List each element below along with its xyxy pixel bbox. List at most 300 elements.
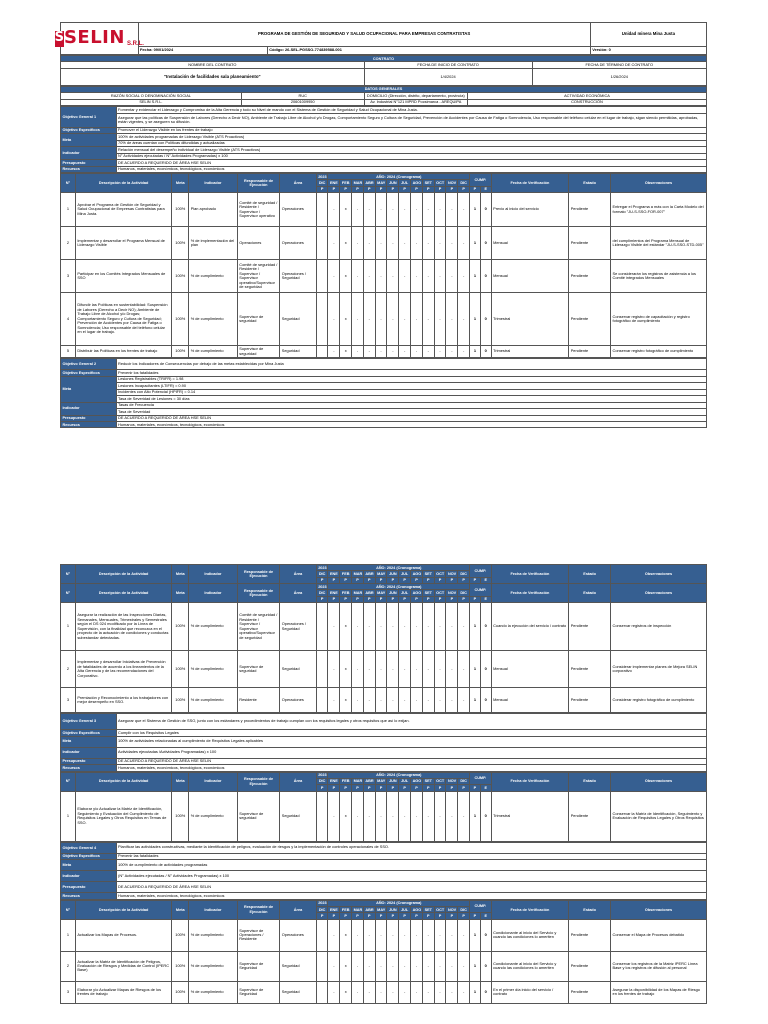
row-estado: Pendiente <box>569 919 611 951</box>
month-p-5: P <box>375 577 387 583</box>
row-cump-p: 1 <box>470 293 481 346</box>
schedule-cell: - <box>387 603 399 651</box>
activity-row <box>61 603 707 651</box>
schedule-cell: - <box>446 688 458 713</box>
schedule-cell: - <box>399 193 411 227</box>
row-responsable: Supervisor de seguridad <box>237 293 280 346</box>
month-10: OCT <box>436 571 445 576</box>
month-0: DIC <box>316 590 328 596</box>
schedule-cell: - <box>328 981 340 1003</box>
row-obs: del cumplimientos del Programa Mensual de Liderazgo Visible del estándar "JU-S-SSO-STD-005" <box>611 227 707 260</box>
obj1-general: Fomentar y evidenciar el Liderazgo y Compromiso de la Alta Gerencia y todo su Nivel de mando con el Sistema de Gestión de Seguridad y Salud Ocupacional de Mina Justa. <box>116 107 706 113</box>
obj4-especificos: Prevenir las fatalidades <box>116 853 706 859</box>
month-p-12: P <box>458 186 470 192</box>
col-responsable: Responsable de Ejecución <box>237 584 280 603</box>
row-cump-e: 0 <box>480 981 491 1003</box>
row-desc: Asegurar la realización de las Inspecciones Diarias, Semanales, Mensuales, Trimestrales y Semestrales según el DS 024 modificado por la Línea de Supervisión, con la finalidad que reconozca en el proyecto de la actuación de condiciones y conductas subestandar detectadas. <box>75 603 172 651</box>
col-cump: CUMP. <box>470 772 492 785</box>
row-desc: Implementar y desarrollar el Programa Mensual de Liderazgo Visible <box>75 227 172 260</box>
month-p-11: P <box>446 596 458 602</box>
schedule-cell: - <box>422 227 434 260</box>
obj4-presupuesto-label: Presupuesto <box>61 882 117 893</box>
col-year: AÑO: 2024 (Cronograma) <box>328 772 470 778</box>
row-meta: 100% <box>172 981 189 1003</box>
month-p-2: P <box>340 913 352 919</box>
month-p-12: P <box>458 913 470 919</box>
obj4-recursos-label: Recursos <box>61 893 117 899</box>
actividad-label: ACTIVIDAD ECONÓMICA <box>467 93 706 99</box>
schedule-cell: - <box>446 227 458 260</box>
row-meta: 100% <box>172 688 189 713</box>
month-4: ABR <box>365 590 374 595</box>
month-3: MAR <box>353 180 363 185</box>
month-p-4: P <box>363 186 375 192</box>
month-p-6: P <box>387 785 399 791</box>
schedule-cell: - <box>399 791 411 841</box>
row-estado: Pendiente <box>569 688 611 713</box>
schedule-cell: - <box>352 260 364 293</box>
col-cump: CUMP. <box>470 174 492 187</box>
row-desc: Actualizar los Mapas de Procesos. <box>75 919 172 951</box>
row-area: Operaciones / Seguridad <box>280 603 316 651</box>
schedule-cell: - <box>411 193 423 227</box>
obj2-especificos: Prevenir los fatalidades <box>116 370 706 376</box>
month-p-9: P <box>422 186 434 192</box>
month-p-11: P <box>446 913 458 919</box>
row-fecha: Previo al inicio del servicio <box>491 193 569 227</box>
schedule-cell: - <box>434 951 446 981</box>
row-estado: Pendiente <box>569 193 611 227</box>
row-desc: Elaborar y/o Actualizar la Matriz de Identificación, Seguimiento y Evaluación del Cumplimiento de Requisitos Legales y Otros Requisitos en Temas de SSO. <box>75 791 172 841</box>
schedule-cell: x <box>340 346 352 358</box>
activity-row <box>61 688 707 713</box>
month-1: ENE <box>329 779 338 784</box>
cump-e: E <box>480 577 491 583</box>
obj3-especificos-label: Objetivo Específicos <box>61 730 117 736</box>
month-p-9: P <box>422 596 434 602</box>
obj2-meta-2: Lesiones Incapacitantes (LTIFR) = 0.90 <box>116 383 706 389</box>
schedule-cell: - <box>387 293 399 346</box>
row-estado: Pendiente <box>569 791 611 841</box>
obj1-meta-1: 100% de actividades programadas de Liderazgo Visible (ATS Proactivos) <box>116 134 706 140</box>
schedule-cell: - <box>458 688 470 713</box>
row-fecha: Mensual <box>491 227 569 260</box>
month-p-0: P <box>316 577 328 583</box>
col-responsable: Responsable de Ejecución <box>237 565 280 584</box>
row-meta: 100% <box>172 227 189 260</box>
row-area: Seguridad <box>280 346 316 358</box>
month-p-8: P <box>411 186 423 192</box>
schedule-cell: - <box>375 227 387 260</box>
month-6: JUN <box>387 907 399 913</box>
schedule-cell: - <box>411 951 423 981</box>
col-estado: Estado <box>569 565 611 584</box>
month-2: FEB <box>340 907 352 913</box>
col-indicador: Indicador <box>189 900 238 919</box>
month-4: ABR <box>365 571 374 576</box>
schedule-cell: - <box>446 651 458 688</box>
obj1-indicador-2: N° Actividades ejecutadas / N° Actividades Programadas) x 100 <box>116 153 706 159</box>
schedule-cell: - <box>352 193 364 227</box>
contract-name: "Instalación de facilidades sala planeamiento" <box>61 68 365 85</box>
schedule-cell: - <box>458 651 470 688</box>
activity-row <box>61 227 707 260</box>
month-p-0: P <box>316 785 328 791</box>
cump-p: P <box>470 596 481 602</box>
schedule-cell: - <box>446 919 458 951</box>
schedule-cell: x <box>340 791 352 841</box>
activity-row <box>61 293 707 346</box>
month-p-11: P <box>446 186 458 192</box>
schedule-cell: - <box>328 227 340 260</box>
month-8: AGO <box>412 571 422 576</box>
schedule-cell: - <box>328 651 340 688</box>
month-7: JUL <box>399 778 411 784</box>
obj3-meta: 100% de actividades relacionadas al cumplimiento de Requisitos Legales aplicables <box>116 736 706 747</box>
row-fecha: Mensual <box>491 260 569 293</box>
schedule-cell <box>316 651 328 688</box>
schedule-cell: - <box>328 688 340 713</box>
month-p-12: P <box>458 577 470 583</box>
col-area: Área <box>280 565 316 584</box>
schedule-cell: - <box>411 688 423 713</box>
page-1 <box>54 22 707 428</box>
schedule-cell: - <box>387 193 399 227</box>
col-area: Área <box>280 174 316 193</box>
month-p-8: P <box>411 913 423 919</box>
cump-p: P <box>470 186 481 192</box>
schedule-cell: - <box>328 346 340 358</box>
row-number: 2 <box>61 651 76 688</box>
row-responsable: Supervisor de Seguridad <box>237 981 280 1003</box>
row-indicador: % de cumplimiento <box>189 651 238 688</box>
row-responsable: Residente <box>237 688 280 713</box>
schedule-cell: - <box>422 919 434 951</box>
row-number: 1 <box>61 193 76 227</box>
contract-table <box>60 55 707 86</box>
row-area: Operaciones <box>280 688 316 713</box>
row-cump-p: 1 <box>470 791 481 841</box>
row-indicador: % de cumplimiento <box>189 260 238 293</box>
month-p-2: P <box>340 577 352 583</box>
row-estado: Pendiente <box>569 981 611 1003</box>
schedule-cell: - <box>352 951 364 981</box>
schedule-cell: - <box>411 919 423 951</box>
month-11: NOV <box>447 590 457 595</box>
month-3: MAR <box>353 907 363 912</box>
row-meta: 100% <box>172 651 189 688</box>
schedule-cell <box>316 293 328 346</box>
month-p-3: P <box>352 186 364 192</box>
schedule-cell: - <box>352 651 364 688</box>
month-2: FEB <box>340 180 352 186</box>
obj2-presupuesto: DE ACUERDO A REQUERIDO DE ÁREA HSE SELIN <box>116 415 706 421</box>
domicilio-value: Av. Industrial N°121 MPRD Pocsimarca - AREQUIPA <box>364 99 467 105</box>
schedule-cell: - <box>434 791 446 841</box>
month-8: AGO <box>412 907 422 912</box>
schedule-cell: - <box>375 791 387 841</box>
selin-logo <box>54 24 144 54</box>
schedule-cell: - <box>411 260 423 293</box>
month-5: MAY <box>377 907 386 912</box>
row-responsable: Comité de seguridad / Residente / Supervisor / Supervisor operativo/Supervisor de seguridad <box>237 260 280 293</box>
row-fecha: Trimestral <box>491 346 569 358</box>
row-cump-p: 1 <box>470 919 481 951</box>
month-p-5: P <box>375 913 387 919</box>
month-3: MAR <box>353 590 363 595</box>
doc-version: Versión: 0 <box>590 47 706 55</box>
month-1: ENE <box>329 571 338 576</box>
schedule-cell <box>316 981 328 1003</box>
activities-table-3 <box>60 772 707 842</box>
row-indicador: % de cumplimiento <box>189 688 238 713</box>
month-p-3: P <box>352 913 364 919</box>
col-indicador: Indicador <box>189 174 238 193</box>
month-p-4: P <box>363 577 375 583</box>
activity-row <box>61 651 707 688</box>
obj1-general-2: Asegurar que las políticas de Suspensión de Labores (Derecho a Decir NO), Ambiente de Trabajo Libre de Alcohol y/o Drogas, Comportamiento Seguro y Cultura de Seguridad, Prevención de Accidentes por Causa de Fatiga o Somnolencia, Uso responsable del teléfono celular en el lugar de trabajo, sigan siendo permitidas, aprobadas, están vigentes, y se aseguren su difusión. <box>116 113 706 127</box>
col-year-prev: 2023 <box>318 901 327 906</box>
schedule-cell: - <box>422 688 434 713</box>
schedule-cell: x <box>340 688 352 713</box>
row-meta: 100% <box>172 346 189 358</box>
row-responsable: Operaciones <box>237 227 280 260</box>
row-area: Operaciones <box>280 193 316 227</box>
row-area: Operaciones <box>280 919 316 951</box>
row-number: 1 <box>61 603 76 651</box>
month-p-7: P <box>399 186 411 192</box>
row-area: Seguridad <box>280 791 316 841</box>
objective-3-table <box>60 713 707 771</box>
col-meta: Meta <box>172 584 189 603</box>
month-p-12: P <box>458 785 470 791</box>
month-p-8: P <box>411 577 423 583</box>
schedule-cell: - <box>434 193 446 227</box>
month-p-8: P <box>411 785 423 791</box>
month-9: SET <box>422 571 434 577</box>
schedule-cell: - <box>446 260 458 293</box>
month-p-0: P <box>316 186 328 192</box>
schedule-cell: - <box>363 919 375 951</box>
month-p-7: P <box>399 913 411 919</box>
activities-table-4 <box>60 900 707 1004</box>
month-p-2: P <box>340 596 352 602</box>
schedule-cell: x <box>340 651 352 688</box>
col-obs: Observaciones <box>611 900 707 919</box>
schedule-cell: - <box>422 981 434 1003</box>
col-year-prev: 2023 <box>318 773 327 778</box>
row-estado: Pendiente <box>569 651 611 688</box>
schedule-cell: - <box>399 293 411 346</box>
obj2-recursos-label: Recursos <box>61 422 117 428</box>
row-desc: Difundir las Políticas en sustentabilidad: Suspensión de Labores (Derecho a Decir NO); Ambiente de Trabajo Libre de Alcohol y/o Drogas; Comportamiento Seguro y Cultura de Seguridad; Prevención de Accidentes por Causa de Fatiga o Somnolencia; Uso responsable del teléfono celular en el lugar de trabajo. <box>75 293 172 346</box>
schedule-cell: - <box>446 603 458 651</box>
schedule-cell <box>316 603 328 651</box>
row-responsable: Supervisor de seguridad <box>237 346 280 358</box>
month-6: JUN <box>387 590 399 596</box>
month-11: NOV <box>447 779 457 784</box>
schedule-cell: - <box>328 293 340 346</box>
cump-e: E <box>480 596 491 602</box>
month-p-6: P <box>387 577 399 583</box>
month-9: SET <box>422 590 434 596</box>
schedule-cell: - <box>375 193 387 227</box>
schedule-cell: - <box>399 688 411 713</box>
month-11: NOV <box>447 907 457 912</box>
schedule-cell <box>316 346 328 358</box>
month-p-9: P <box>422 913 434 919</box>
month-p-6: P <box>387 913 399 919</box>
month-p-1: P <box>328 785 340 791</box>
month-p-12: P <box>458 596 470 602</box>
schedule-cell: - <box>363 193 375 227</box>
row-number: 1 <box>61 919 76 951</box>
cump-e: E <box>480 913 491 919</box>
row-cump-p: 1 <box>470 651 481 688</box>
schedule-cell: - <box>363 688 375 713</box>
obj4-meta-label: Meta <box>61 860 117 871</box>
row-estado: Pendiente <box>569 603 611 651</box>
schedule-cell: x <box>340 981 352 1003</box>
col-responsable: Responsable de Ejecución <box>237 772 280 791</box>
schedule-cell: - <box>446 981 458 1003</box>
logo-suffix: S.R.L. <box>126 40 144 47</box>
schedule-cell: - <box>458 603 470 651</box>
schedule-cell <box>316 227 328 260</box>
col-year: AÑO: 2024 (Cronograma) <box>328 584 470 590</box>
ruc-label: RUC <box>241 93 364 99</box>
schedule-cell: - <box>352 227 364 260</box>
month-11: NOV <box>447 571 457 576</box>
col-n: N° <box>61 565 76 584</box>
schedule-cell: - <box>375 346 387 358</box>
schedule-cell: - <box>352 981 364 1003</box>
row-obs: Conservar el Mapa de Procesos debatido <box>611 919 707 951</box>
month-4: ABR <box>365 180 374 185</box>
schedule-cell: - <box>352 346 364 358</box>
schedule-cell: - <box>411 227 423 260</box>
col-desc: Descripción de la Actividad <box>75 900 172 919</box>
row-estado: Pendiente <box>569 346 611 358</box>
schedule-cell: - <box>399 260 411 293</box>
col-estado: Estado <box>569 174 611 193</box>
month-0: DIC <box>316 778 328 784</box>
col-fecha: Fecha de Verificación <box>491 174 569 193</box>
col-obs: Observaciones <box>611 584 707 603</box>
month-10: OCT <box>436 779 445 784</box>
schedule-cell <box>316 260 328 293</box>
col-obs: Observaciones <box>611 565 707 584</box>
schedule-cell: - <box>352 688 364 713</box>
row-desc: Distribuir las Políticas en los frentes de trabajo <box>75 346 172 358</box>
row-obs: Asegurar la disponibilidad de los Mapas de Riesgo en los frentes de trabajo <box>611 981 707 1003</box>
month-p-1: P <box>328 186 340 192</box>
month-8: AGO <box>412 590 422 595</box>
month-11: NOV <box>447 180 457 185</box>
month-p-1: P <box>328 577 340 583</box>
row-number: 4 <box>61 293 76 346</box>
month-p-5: P <box>375 785 387 791</box>
schedule-cell: - <box>434 688 446 713</box>
month-p-4: P <box>363 785 375 791</box>
month-10: OCT <box>436 907 445 912</box>
row-cump-e: 0 <box>480 193 491 227</box>
row-obs: Considerar implementar planes de Mejora SELIN corporativo <box>611 651 707 688</box>
month-p-9: P <box>422 785 434 791</box>
row-desc: Elaborar y/o Actualizar Mapas de Riesgos de los frentes de trabajo <box>75 981 172 1003</box>
schedule-cell: - <box>387 919 399 951</box>
month-p-10: P <box>434 785 446 791</box>
col-meta: Meta <box>172 565 189 584</box>
schedule-cell: - <box>387 981 399 1003</box>
col-indicador: Indicador <box>189 565 238 584</box>
month-5: MAY <box>377 180 386 185</box>
obj1-recursos: Humanos, materiales, económicos, tecnológicos, económicos <box>116 166 706 172</box>
general-data-table <box>60 86 707 106</box>
contract-end-label: FECHA DE TÉRMINO DE CONTRATO <box>532 62 706 68</box>
schedule-cell: - <box>422 951 434 981</box>
month-1: ENE <box>329 180 338 185</box>
schedule-cell: - <box>446 193 458 227</box>
row-meta: 100% <box>172 260 189 293</box>
schedule-cell: - <box>387 688 399 713</box>
col-area: Área <box>280 900 316 919</box>
month-12: DIC <box>458 180 470 186</box>
col-estado: Estado <box>569 900 611 919</box>
contract-name-label: NOMBRE DEL CONTRATO <box>61 62 365 68</box>
row-meta: 100% <box>172 951 189 981</box>
month-0: DIC <box>316 180 328 186</box>
col-fecha: Fecha de Verificación <box>491 900 569 919</box>
row-area: Operaciones <box>280 227 316 260</box>
row-indicador: % de cumplimiento <box>189 603 238 651</box>
col-meta: Meta <box>172 900 189 919</box>
schedule-cell: - <box>411 346 423 358</box>
schedule-cell <box>316 688 328 713</box>
col-year-prev: 2023 <box>318 174 327 179</box>
month-p-10: P <box>434 577 446 583</box>
row-cump-p: 1 <box>470 260 481 293</box>
month-1: ENE <box>329 590 338 595</box>
month-p-4: P <box>363 913 375 919</box>
row-area: Seguridad <box>280 981 316 1003</box>
activities-table-2 <box>60 564 707 713</box>
obj4-indicador: (N° Actividades ejecutadas / N° Actividades Programadas) x 100 <box>116 871 706 882</box>
schedule-cell: - <box>422 260 434 293</box>
schedule-cell: - <box>446 293 458 346</box>
row-cump-e: 0 <box>480 791 491 841</box>
obj3-presupuesto: DE ACUERDO A REQUERIDO DE ÁREA HSE SELIN <box>116 758 706 764</box>
contract-start-label: FECHA DE INICIO DE CONTRATO <box>364 62 532 68</box>
schedule-cell: x <box>340 260 352 293</box>
row-fecha: Condicionante al inicio del Servicio y cuando las condiciones lo ameriten <box>491 951 569 981</box>
col-obs: Observaciones <box>611 772 707 791</box>
col-n: N° <box>61 584 76 603</box>
schedule-cell: - <box>363 293 375 346</box>
month-9: SET <box>422 778 434 784</box>
col-n: N° <box>61 772 76 791</box>
schedule-cell <box>316 791 328 841</box>
row-cump-e: 0 <box>480 346 491 358</box>
schedule-cell: x <box>340 227 352 260</box>
month-12: DIC <box>458 590 470 596</box>
schedule-cell: - <box>387 651 399 688</box>
schedule-cell: - <box>434 603 446 651</box>
row-responsable: Supervisor de Operaciones / Residente <box>237 919 280 951</box>
row-cump-p: 1 <box>470 688 481 713</box>
col-indicador: Indicador <box>189 584 238 603</box>
row-cump-e: 0 <box>480 651 491 688</box>
